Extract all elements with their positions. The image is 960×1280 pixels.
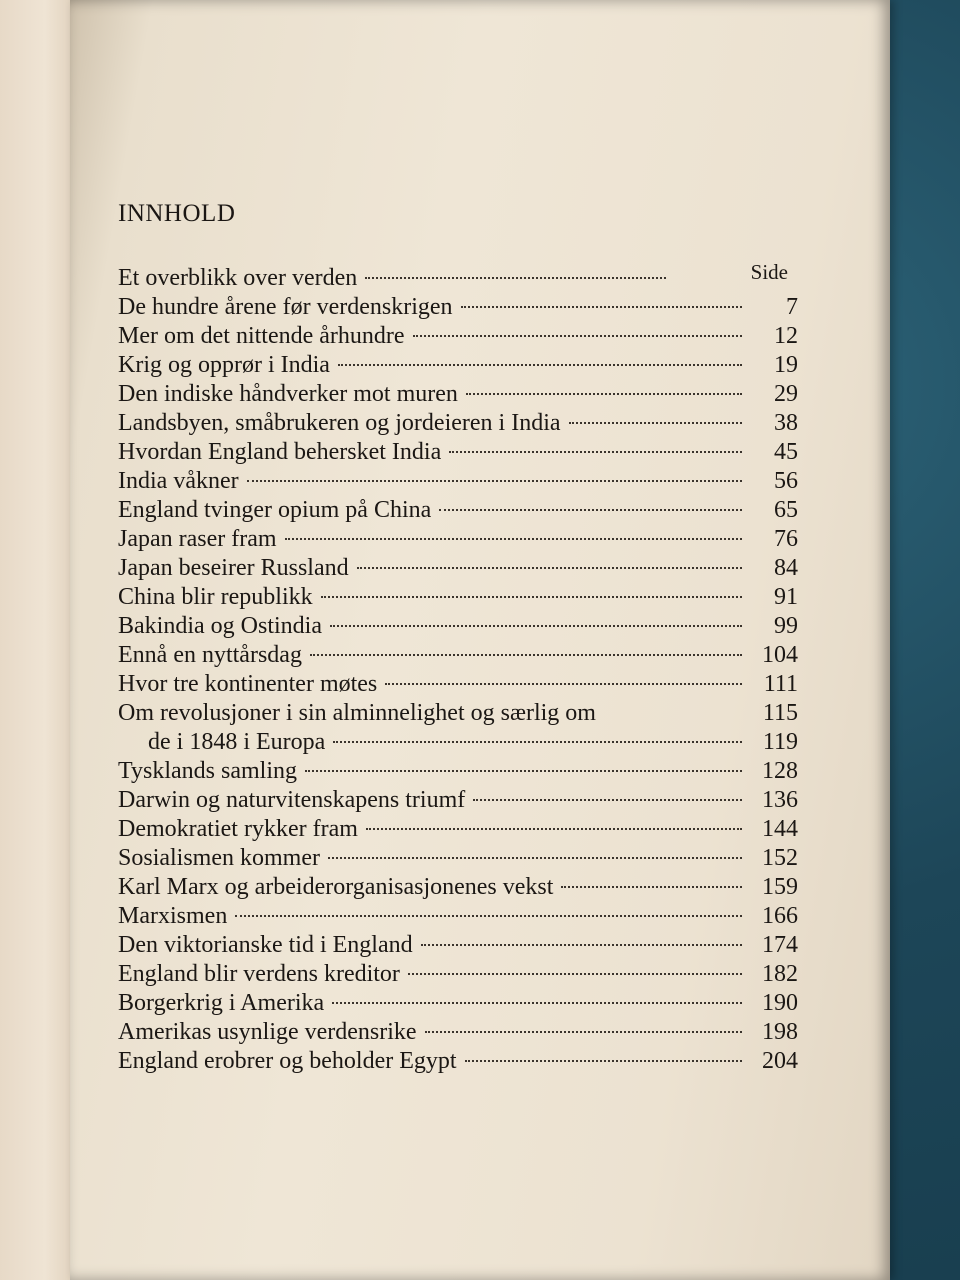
toc-entry <box>118 989 798 1018</box>
dot-leader <box>357 567 742 569</box>
toc-entry <box>118 322 798 351</box>
toc-entry <box>118 815 798 844</box>
dot-leader <box>333 741 742 743</box>
toc-entry-title: England blir verdens kreditor <box>118 961 400 987</box>
dot-leader <box>247 480 742 482</box>
toc-entry-title: India våkner <box>118 468 239 494</box>
toc-entry <box>118 786 798 815</box>
toc-entry-page: 115 <box>762 700 798 726</box>
toc-entry-title: Demokratiet rykker fram <box>118 816 358 842</box>
dot-leader <box>421 944 742 946</box>
dot-leader <box>366 828 742 830</box>
dot-leader <box>473 799 742 801</box>
dot-leader <box>561 886 742 888</box>
dot-leader <box>328 857 742 859</box>
toc-entry-title: Et overblikk over verden <box>118 265 358 291</box>
dot-leader <box>466 393 742 395</box>
toc-entry-page: 190 <box>762 990 798 1016</box>
dot-leader <box>439 509 742 511</box>
toc-entry-title: de i 1848 i Europa <box>148 729 326 755</box>
toc-entry <box>118 409 798 438</box>
toc-entry <box>118 525 798 554</box>
toc-entry-page: 84 <box>774 555 798 581</box>
toc-entry <box>118 931 798 960</box>
toc-entry-title: Karl Marx og arbeiderorganisasjonenes vekst <box>118 874 554 900</box>
toc-entry-title: Darwin og naturvitenskapens triumf <box>118 787 466 813</box>
toc-entries <box>118 264 798 1076</box>
toc-entry-title: Bakindia og Ostindia <box>118 613 322 639</box>
toc-entry <box>118 467 798 496</box>
toc-entry <box>118 583 798 612</box>
toc-entry <box>118 554 798 583</box>
toc-entry <box>118 902 798 931</box>
toc-entry-title: England erobrer og beholder Egypt <box>118 1048 457 1074</box>
toc-entry <box>118 1047 798 1076</box>
toc-entry-title: Mer om det nittende århundre <box>118 323 405 349</box>
toc-entry-page: 128 <box>762 758 798 784</box>
toc-entry-page: 29 <box>774 381 798 407</box>
dot-leader <box>235 915 742 917</box>
toc-entry-page: 198 <box>762 1019 798 1045</box>
toc-entry <box>118 728 798 757</box>
toc-entry-page: 76 <box>774 526 798 552</box>
toc-entry-page: 136 <box>762 787 798 813</box>
toc-entry <box>118 380 798 409</box>
toc-entry-title: Sosialismen kommer <box>118 845 320 871</box>
toc-entry <box>118 351 798 380</box>
toc-entry <box>118 757 798 786</box>
toc-entry-page: 12 <box>774 323 798 349</box>
dot-leader <box>385 683 742 685</box>
toc-entry-title: Hvordan England behersket India <box>118 439 442 465</box>
toc-entry <box>118 1018 798 1047</box>
toc-entry-page: 38 <box>774 410 798 436</box>
dot-leader <box>449 451 742 453</box>
toc-entry-page: 174 <box>762 932 798 958</box>
toc-entry <box>118 699 798 728</box>
toc-entry <box>118 438 798 467</box>
toc-entry <box>118 641 798 670</box>
toc-entry <box>118 612 798 641</box>
toc-entry-title: Tysklands samling <box>118 758 297 784</box>
toc-entry-page: 19 <box>774 352 798 378</box>
dot-leader <box>569 422 742 424</box>
toc-entry-title: China blir republikk <box>118 584 313 610</box>
toc-entry-page: 99 <box>774 613 798 639</box>
toc-entry-title: De hundre årene før verdenskrigen <box>118 294 453 320</box>
toc-entry <box>118 960 798 989</box>
dot-leader <box>338 364 742 366</box>
toc-entry-page: 152 <box>762 845 798 871</box>
toc-entry <box>118 496 798 525</box>
toc-entry-page: 182 <box>762 961 798 987</box>
toc-entry-title: Ennå en nyttårsdag <box>118 642 302 668</box>
toc-entry <box>118 264 798 293</box>
toc-entry-page: 144 <box>762 816 798 842</box>
toc-entry-page: 7 <box>786 294 798 320</box>
toc-entry-title: Hvor tre kontinenter møtes <box>118 671 378 697</box>
toc-entry-title: England tvinger opium på China <box>118 497 432 523</box>
toc-entry-title: Om revolusjoner i sin alminnelighet og særlig om <box>118 700 596 726</box>
dot-leader <box>285 538 742 540</box>
toc-entry-page: 204 <box>762 1048 798 1074</box>
toc-entry-page: 56 <box>774 468 798 494</box>
dot-leader <box>413 335 742 337</box>
dot-leader <box>461 306 742 308</box>
toc-entry-page: 65 <box>774 497 798 523</box>
toc-entry-title: Den indiske håndverker mot muren <box>118 381 458 407</box>
page-column-label: Side <box>750 260 788 284</box>
toc-entry-title: Borgerkrig i Amerika <box>118 990 325 1016</box>
toc-entry-page: 104 <box>762 642 798 668</box>
toc-entry-title: Amerikas usynlige verdensrike <box>118 1019 417 1045</box>
toc-heading: INNHOLD <box>118 200 236 227</box>
toc-entry <box>118 293 798 322</box>
toc-entry-title: Marxismen <box>118 903 228 929</box>
toc-entry <box>118 670 798 699</box>
dot-leader <box>332 1002 742 1004</box>
dot-leader <box>310 654 742 656</box>
toc-entry <box>118 873 798 902</box>
toc-entry-page: 119 <box>762 729 798 755</box>
dot-leader <box>321 596 742 598</box>
toc-entry-page: 159 <box>762 874 798 900</box>
toc-entry-page: 111 <box>763 671 798 697</box>
toc-entry-page: 91 <box>774 584 798 610</box>
dot-leader <box>330 625 742 627</box>
dot-leader <box>305 770 742 772</box>
dot-leader <box>408 973 742 975</box>
toc-entry-page: 166 <box>762 903 798 929</box>
toc-entry-title: Japan beseirer Russland <box>118 555 349 581</box>
toc-entry-title: Krig og opprør i India <box>118 352 330 378</box>
table-of-contents <box>118 200 798 1076</box>
toc-entry-page: 45 <box>774 439 798 465</box>
dot-leader <box>465 1060 742 1062</box>
toc-entry <box>118 844 798 873</box>
dot-leader <box>425 1031 742 1033</box>
toc-entry-title: Landsbyen, småbrukeren og jordeieren i India <box>118 410 561 436</box>
dot-leader <box>365 277 666 279</box>
toc-entry-title: Den viktorianske tid i England <box>118 932 413 958</box>
toc-entry-title: Japan raser fram <box>118 526 277 552</box>
